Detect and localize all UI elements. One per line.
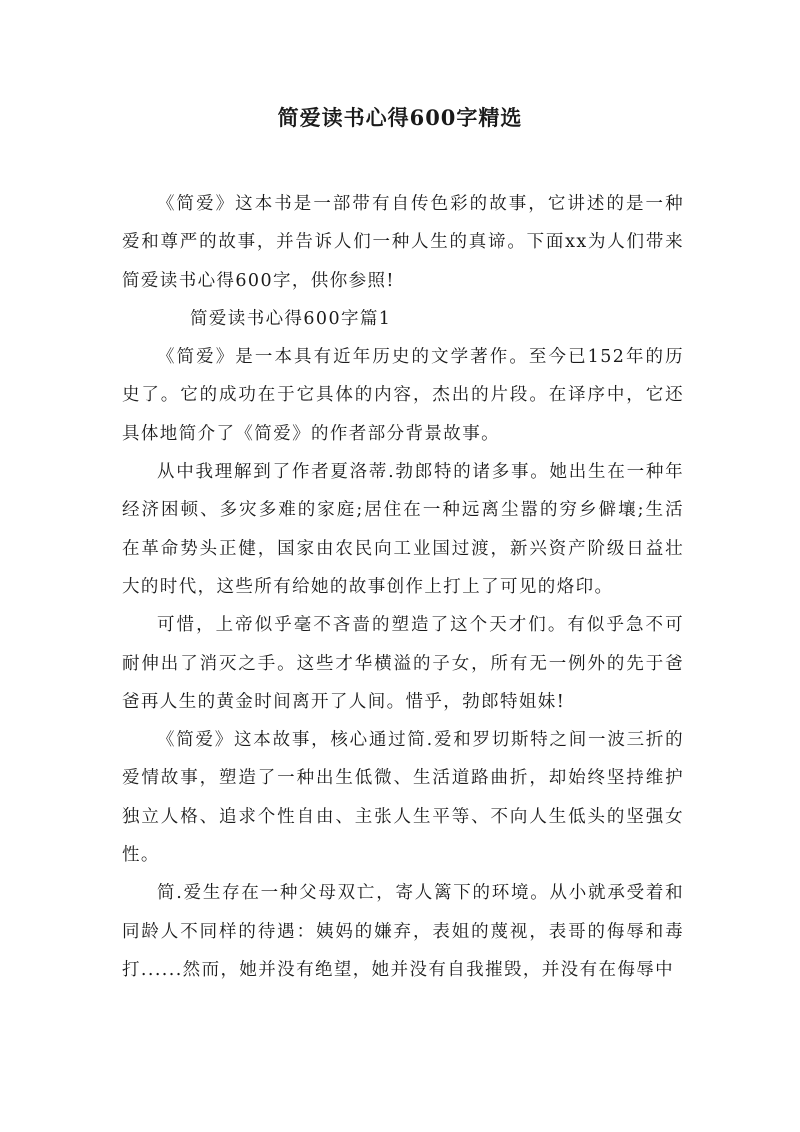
intro-paragraph: 《简爱》这本书是一部带有自传色彩的故事，它讲述的是一种爱和尊严的故事，并告诉人们一种人生的真谛。下面xx为人们带来简爱读书心得600字，供你参照! xyxy=(122,194,684,291)
body-paragraph: 可惜，上帝似乎毫不吝啬的塑造了这个天才们。有似乎急不可耐伸出了消灭之手。这些才华横溢的子女，所有无一例外的先于爸爸再人生的黄金时间离开了人间。惜乎，勃郎特姐妹! xyxy=(122,615,684,712)
document-body xyxy=(122,185,684,989)
document-title: 简爱读书心得600字精选 xyxy=(277,105,523,130)
body-paragraph: 简.爱生存在一种父母双亡，寄人篱下的环境。从小就承受着和同龄人不同样的待遇：姨妈的嫌弃，表姐的蔑视，表哥的侮辱和毒打......然而，她并没有绝望，她并没有自我摧毁，并没有在侮辱中 xyxy=(122,883,684,980)
body-paragraph: 《简爱》这本故事，核心通过简.爱和罗切斯特之间一波三折的爱情故事，塑造了一种出生低微、生活道路曲折，却始终坚持维护独立人格、追求个性自由、主张人生平等、不向人生低头的坚强女性。 xyxy=(122,730,684,866)
section-heading: 简爱读书心得600字篇1 xyxy=(190,308,392,329)
body-paragraph: 从中我理解到了作者夏洛蒂.勃郎特的诸多事。她出生在一种年经济困顿、多灾多难的家庭;居住在一种远离尘嚣的穷乡僻壤;生活在革命势头正健，国家由农民向工业国过渡，新兴资产阶级日益壮大的时代，这些所有给她的故事创作上打上了可见的烙印。 xyxy=(122,462,684,597)
body-paragraph: 《简爱》是一本具有近年历史的文学著作。至今已152年的历史了。它的成功在于它具体的内容，杰出的片段。在译序中，它还具体地简介了《简爱》的作者部分背景故事。 xyxy=(122,347,684,444)
